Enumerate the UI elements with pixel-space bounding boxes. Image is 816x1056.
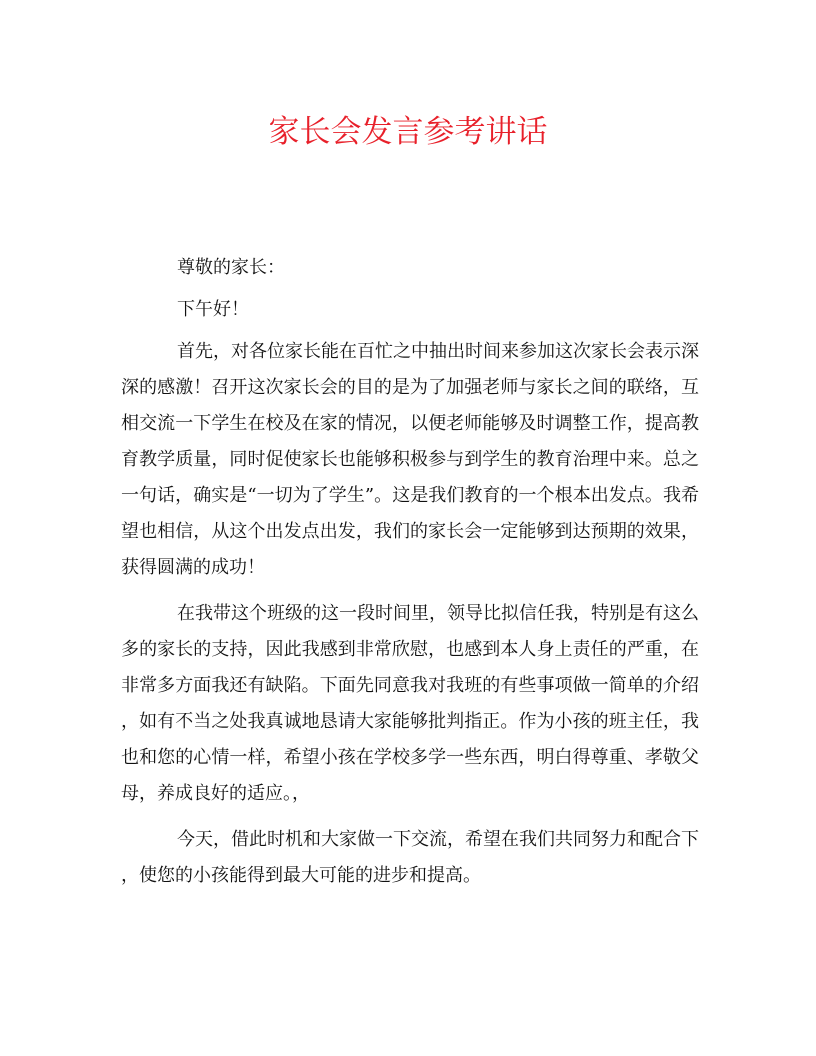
document-title: 家长会发言参考讲话 xyxy=(268,114,548,150)
document-body xyxy=(121,250,699,894)
paragraph-closing: 今天，借此时机和大家做一下交流，希望在我们共同努力和配合下，使您的小孩能得到最大可能的进步和提高。 xyxy=(121,829,699,886)
greeting: 下午好！ xyxy=(177,299,249,320)
salutation: 尊敬的家长： xyxy=(177,257,285,278)
paragraph-class-introduction: 在我带这个班级的这一段时间里，领导比拟信任我，特别是有这么多的家长的支持，因此我感到非常欣慰，也感到本人身上责任的严重，在非常多方面我还有缺陷。下面先同意我对我班的有些事项做一简单的介绍，如有不当之处我真诚地恳请大家能够批判指正。作为小孩的班主任，我也和您的心情一样，希望小孩在学校多学一些东西，明白得尊重、孝敬父母，养成良好的适应。， xyxy=(121,603,699,804)
paragraph-opening: 首先，对各位家长能在百忙之中抽出时间来参加这次家长会表示深深的感激！召开这次家长会的目的是为了加强老师与家长之间的联络，互相交流一下学生在校及在家的情况，以便老师能够及时调整工作，提高教育教学质量，同时促使家长也能够积极参与到学生的教育治理中来。总之一句话，确实是“一切为了学生”。这是我们教育的一个根本出发点。我希望也相信，从这个出发点出发，我们的家长会一定能够到达预期的效果，获得圆满的成功！ xyxy=(121,341,699,578)
